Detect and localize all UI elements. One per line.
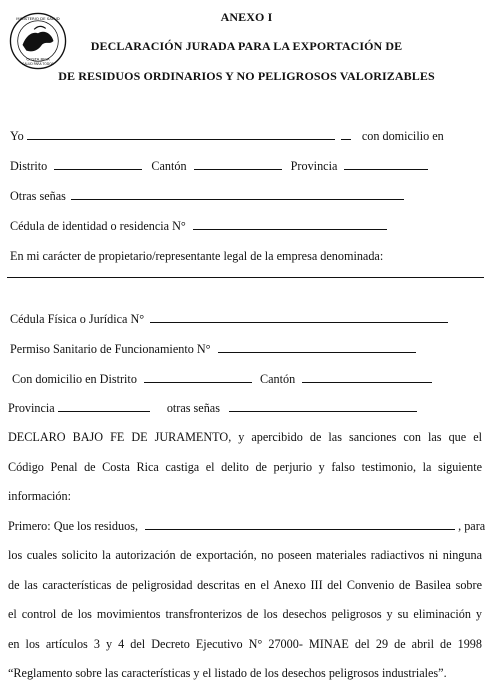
form-row-permiso [10, 342, 416, 357]
svg-text:MINISTERIO DE SALUD: MINISTERIO DE SALUD [16, 16, 60, 22]
form-row-cedula [10, 219, 387, 234]
declaration-line-1: DECLARO BAJO FE DE JURAMENTO, y apercibido de las sanciones con las que el [8, 430, 482, 444]
form-row-company-provincia [8, 401, 417, 416]
primero-line-4: en los artículos 3 y 4 del Decreto Ejecutivo N° 27000- MINAE del 29 de abril de 1998 [8, 637, 482, 651]
distrito-label: Distrito [10, 159, 48, 173]
form-row-yo [10, 129, 444, 144]
cedula-fisica-label: Cédula Física o Jurídica N° [10, 312, 145, 326]
company-canton-field[interactable] [302, 372, 432, 383]
company-distrito-field[interactable] [144, 372, 252, 383]
residuos-field[interactable] [145, 519, 455, 530]
otras-senas-label: Otras señas [10, 189, 66, 203]
primero-line-5: “Reglamento sobre las características y el listado de los desechos peligrosos industriales”. [8, 666, 447, 680]
permiso-label: Permiso Sanitario de Funcionamiento N° [10, 342, 211, 356]
name-field-extra[interactable] [341, 129, 351, 140]
company-name-line[interactable] [7, 277, 484, 278]
svg-text:COSTA RICA: COSTA RICA [26, 56, 50, 62]
provincia-field[interactable] [344, 159, 428, 170]
permiso-field[interactable] [218, 342, 416, 353]
representative-statement: En mi carácter de propietario/representante legal de la empresa denominada: [10, 249, 384, 263]
svg-text:SALUD PARA TODOS: SALUD PARA TODOS [22, 62, 54, 67]
company-provincia-label: Provincia [8, 401, 55, 415]
declaration-line-2: Código Penal de Costa Rica castiga el delito de perjurio y falso testimonio, la siguiente [8, 460, 482, 474]
annex-heading: ANEXO I [220, 10, 273, 24]
provincia-label: Provincia [290, 159, 338, 173]
name-field[interactable] [27, 129, 335, 140]
yo-label: Yo [10, 129, 24, 143]
company-otras-senas-label: otras señas [166, 401, 220, 415]
primero-row [8, 519, 485, 534]
company-otras-senas-field[interactable] [229, 401, 417, 412]
canton-label: Cantón [151, 159, 187, 173]
company-provincia-field[interactable] [58, 401, 150, 412]
form-row-otras-senas [10, 189, 404, 204]
declaration-line-3: información: [8, 489, 71, 503]
cedula-label: Cédula de identidad o residencia N° [10, 219, 186, 233]
otras-senas-field[interactable] [71, 189, 404, 200]
document-title-line2: DE RESIDUOS ORDINARIOS Y NO PELIGROSOS VALORIZABLES [58, 69, 435, 83]
form-row-cedula-fisica [10, 312, 448, 327]
cedula-fisica-field[interactable] [150, 312, 448, 323]
primero-tail: , para [458, 519, 486, 533]
primero-label: Primero: Que los residuos, [8, 519, 138, 533]
primero-line-2: de las características de peligrosidad descritas en el Anexo III del Convenio de Basilea sobre [8, 578, 482, 592]
canton-field[interactable] [194, 159, 282, 170]
distrito-field[interactable] [54, 159, 142, 170]
primero-line-3: el control de los movimientos transfronterizos de los desechos peligrosos y su eliminación y [8, 607, 482, 621]
form-row-company-location [12, 372, 432, 387]
company-distrito-label: Con domicilio en Distrito [12, 372, 137, 386]
form-row-location [10, 159, 428, 174]
domicilio-label: con domicilio en [361, 129, 444, 143]
company-canton-label: Cantón [260, 372, 296, 386]
cedula-field[interactable] [193, 219, 387, 230]
primero-line-1: los cuales solicito la autorización de exportación, no poseen materiales radiactivos ni ninguna [8, 548, 482, 562]
document-title-line1: DECLARACIÓN JURADA PARA LA EXPORTACIÓN DE [90, 39, 403, 53]
